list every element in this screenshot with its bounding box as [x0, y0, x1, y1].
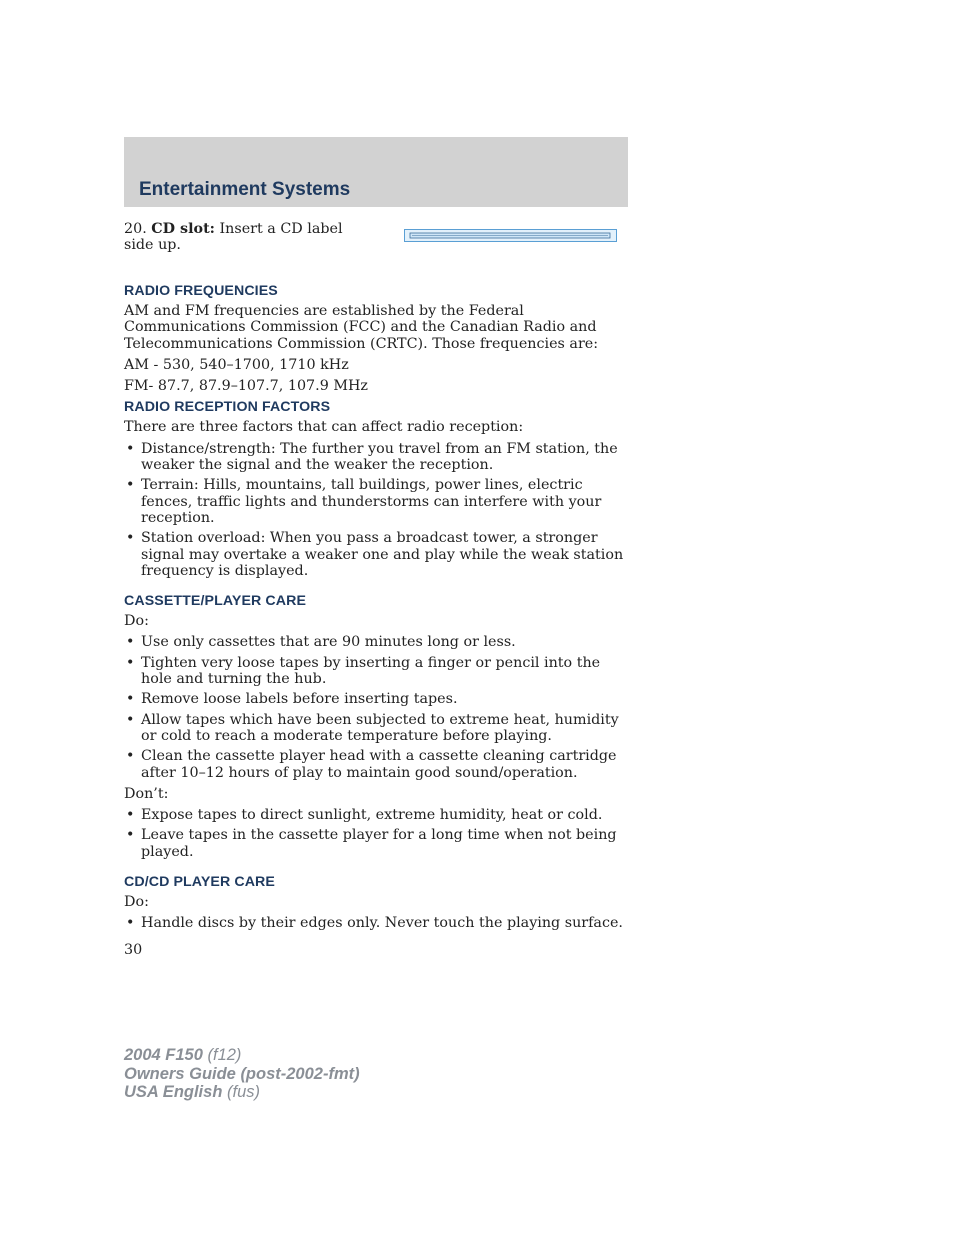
list-item: • Distance/strength: The further you travel from an FM station, the weaker the signal and the weaker the reception.	[124, 441, 628, 474]
list-item: • Terrain: Hills, mountains, tall buildings, power lines, electric fences, traffic lights and thunderstorms can interfere with your reception.	[124, 477, 628, 526]
list-item: • Handle discs by their edges only. Never touch the playing surface.	[124, 915, 628, 931]
list-item: • Station overload: When you pass a broadcast tower, a stronger signal may overtake a weaker one and play while the weak station frequency is displayed.	[124, 530, 628, 579]
footer-line-language	[124, 1083, 360, 1102]
cd-slot-number: 20.	[124, 221, 147, 237]
list-item: • Expose tapes to direct sunlight, extreme humidity, heat or cold.	[124, 807, 628, 823]
list-item: • Leave tapes in the cassette player for a long time when not being played.	[124, 827, 628, 860]
footer-line-model	[124, 1046, 360, 1065]
cd-care-heading: CD/CD PLAYER CARE	[124, 874, 275, 891]
cassette-do-label: Do:	[124, 613, 149, 630]
page-number: 30	[124, 941, 143, 958]
am-frequencies: AM - 530, 540–1700, 1710 kHz	[124, 356, 349, 373]
footer-line-guide	[124, 1065, 360, 1084]
cassette-dont-label: Don’t:	[124, 785, 169, 802]
list-item: • Clean the cassette player head with a cassette cleaning cartridge after 10–12 hours of play to maintain good sound/operation.	[124, 748, 628, 781]
cd-slot-description	[124, 221, 374, 254]
radio-frequencies-heading: RADIO FREQUENCIES	[124, 283, 278, 299]
list-item: • Allow tapes which have been subjected to extreme heat, humidity or cold to reach a moderate temperature before playing.	[124, 712, 628, 745]
fm-frequencies: FM- 87.7, 87.9–107.7, 107.9 MHz	[124, 378, 368, 395]
footer-model-code: (f12)	[207, 1046, 242, 1064]
cd-care-do-list	[124, 915, 628, 931]
cassette-care-heading: CASSETTE/PLAYER CARE	[124, 593, 307, 610]
footer-guide: Owners Guide (post-2002-fmt)	[124, 1064, 360, 1083]
cd-slot-icon	[404, 229, 617, 242]
cd-slot-text: Insert a CD label side up.	[124, 221, 343, 254]
page-content	[124, 221, 628, 963]
radio-frequencies-intro: AM and FM frequencies are established by the Federal Communications Commission (FCC) and the Canadian Radio and Telecommunications Commission (CRTC). Those frequencies are:	[124, 303, 599, 352]
radio-reception-intro: There are three factors that can affect radio reception:	[124, 419, 524, 436]
cd-care-do-label: Do:	[124, 894, 149, 911]
radio-reception-heading: RADIO RECEPTION FACTORS	[124, 399, 331, 416]
cassette-dont-list	[124, 807, 628, 860]
section-title: Entertainment Systems	[139, 179, 351, 200]
list-item: • Remove loose labels before inserting tapes.	[124, 691, 628, 707]
cd-slot-item	[124, 221, 628, 261]
reception-factors-list	[124, 441, 628, 579]
footer-language: USA English	[124, 1083, 223, 1101]
document-footer	[124, 1046, 360, 1102]
footer-language-code: (fus)	[227, 1083, 260, 1101]
section-header-band	[124, 137, 628, 207]
list-item: • Tighten very loose tapes by inserting a finger or pencil into the hole and turning the hub.	[124, 655, 628, 688]
footer-model: 2004 F150	[124, 1046, 203, 1064]
cassette-do-list	[124, 634, 628, 780]
cd-slot-label: CD slot:	[151, 221, 215, 237]
list-item: • Use only cassettes that are 90 minutes long or less.	[124, 634, 628, 650]
